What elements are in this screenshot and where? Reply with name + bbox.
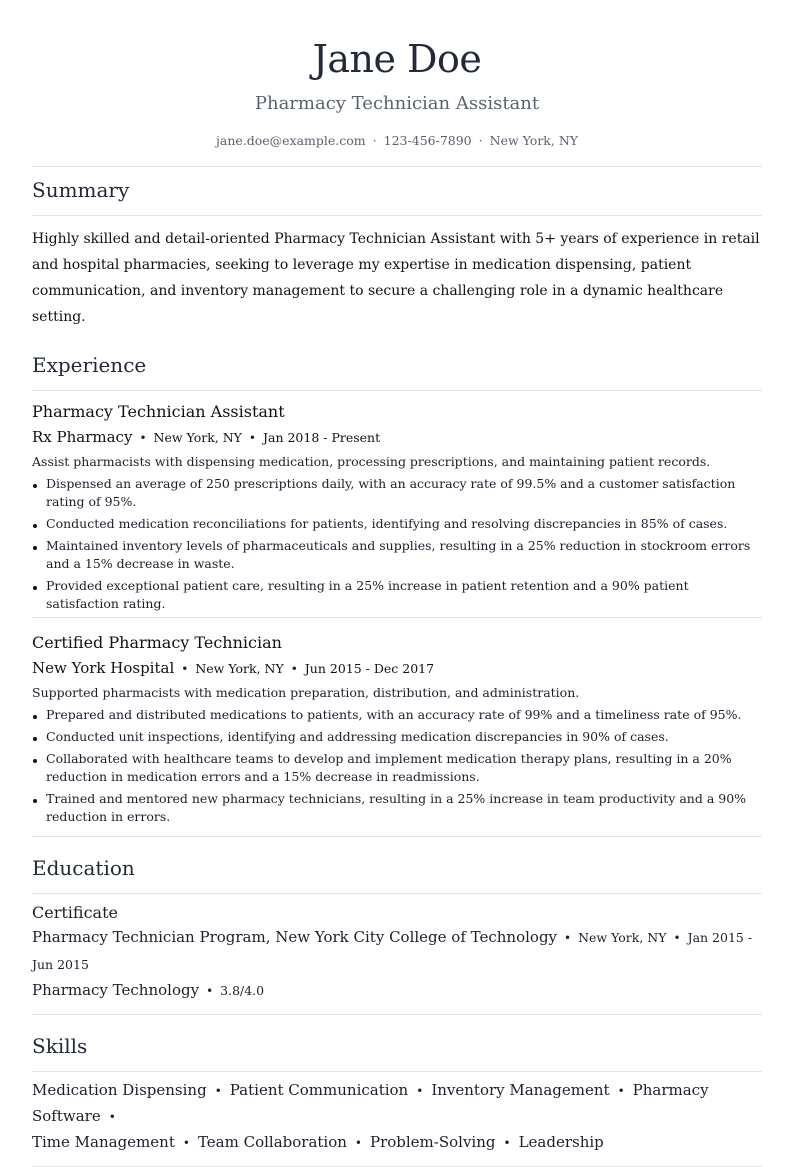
candidate-name: Jane Doe	[312, 37, 482, 81]
job-company: New York Hospital	[32, 659, 175, 677]
job-title: Pharmacy Technician Assistant	[32, 402, 285, 421]
job-company: Rx Pharmacy	[32, 428, 133, 446]
skill-item: Medication Dispensing	[32, 1081, 207, 1099]
item-divider	[32, 1014, 762, 1015]
experience-section	[32, 352, 762, 837]
job-dates: Jan 2018 - Present	[262, 430, 381, 445]
skill-item: Pharmacy Software	[32, 1081, 709, 1125]
skill-separator: •	[182, 1136, 190, 1150]
education-gpa: 3.8/4.0	[220, 983, 265, 998]
skills-list	[32, 1078, 762, 1156]
resume-header	[32, 0, 762, 150]
job-location: New York, NY	[195, 661, 284, 676]
skill-separator: •	[503, 1136, 511, 1150]
achievement-item: Maintained inventory levels of pharmaceuticals and supplies, resulting in a 25% reduction in stockroom errors and a 15% decrease in waste.	[32, 537, 762, 573]
section-heading-summary: Summary	[32, 178, 130, 202]
education-dates: Jan 2015 - Jun 2015	[32, 930, 753, 972]
job-dates: Jun 2015 - Dec 2017	[304, 661, 435, 676]
education-section	[32, 855, 762, 1015]
skill-item: Time Management	[32, 1133, 175, 1151]
contact-line	[32, 132, 762, 150]
job-location: New York, NY	[153, 430, 242, 445]
achievement-item: Conducted unit inspections, identifying and addressing medication discrepancies in 90% of cases.	[32, 728, 762, 746]
meta-separator: •	[673, 931, 681, 945]
achievement-item: Trained and mentored new pharmacy technicians, resulting in a 25% increase in team productivity and a 90% reduction in errors.	[32, 790, 762, 826]
meta-separator: •	[248, 431, 256, 445]
contact-email[interactable]: jane.doe@example.com	[215, 133, 366, 148]
job-description: Supported pharmacists with medication preparation, distribution, and administration.	[32, 685, 580, 700]
contact-separator: ·	[372, 133, 377, 148]
meta-separator: •	[181, 662, 189, 676]
contact-separator: ·	[478, 133, 483, 148]
job-meta	[32, 656, 762, 681]
job-achievements	[32, 475, 762, 613]
header-divider	[32, 166, 762, 167]
education-degree: Certificate	[32, 903, 118, 922]
section-divider	[32, 1071, 762, 1072]
skill-item: Leadership	[518, 1133, 604, 1151]
experience-item	[32, 401, 762, 613]
section-heading-experience: Experience	[32, 353, 147, 377]
meta-separator: •	[290, 662, 298, 676]
job-title: Certified Pharmacy Technician	[32, 633, 282, 652]
job-achievements	[32, 706, 762, 826]
achievement-item: Dispensed an average of 250 prescriptions daily, with an accuracy rate of 99.5% and a customer satisfaction rating of 95%.	[32, 475, 762, 511]
achievement-item: Collaborated with healthcare teams to develop and implement medication therapy plans, resulting in a 20% reduction in medication errors and a 15% decrease in readmissions.	[32, 750, 762, 786]
education-program-line	[32, 924, 762, 977]
education-field: Pharmacy Technology	[32, 981, 200, 999]
skill-separator: •	[214, 1084, 222, 1098]
item-divider	[32, 836, 762, 837]
job-meta	[32, 425, 762, 450]
education-location: New York, NY	[578, 930, 667, 945]
candidate-title: Pharmacy Technician Assistant	[254, 93, 540, 114]
education-program: Pharmacy Technician Program, New York City College of Technology	[32, 928, 558, 946]
summary-section	[32, 177, 762, 330]
skill-item: Patient Communication	[229, 1081, 409, 1099]
skill-item: Inventory Management	[431, 1081, 610, 1099]
skill-item: Team Collaboration	[197, 1133, 347, 1151]
meta-separator: •	[206, 984, 214, 998]
achievement-item: Prepared and distributed medications to patients, with an accuracy rate of 99% and a timeliness rate of 95%.	[32, 706, 762, 724]
skills-section	[32, 1033, 762, 1167]
section-divider	[32, 215, 762, 216]
skill-separator: •	[617, 1084, 625, 1098]
experience-item	[32, 632, 762, 826]
contact-phone[interactable]: 123-456-7890	[383, 133, 472, 148]
meta-separator: •	[139, 431, 147, 445]
achievement-item: Conducted medication reconciliations for patients, identifying and resolving discrepancies in 85% of cases.	[32, 515, 762, 533]
section-heading-skills: Skills	[32, 1034, 88, 1058]
skill-separator: •	[354, 1136, 362, 1150]
section-heading-education: Education	[32, 856, 135, 880]
section-divider	[32, 893, 762, 894]
education-field-line	[32, 977, 762, 1004]
skill-separator: •	[416, 1084, 424, 1098]
item-divider	[32, 617, 762, 618]
job-description: Assist pharmacists with dispensing medication, processing prescriptions, and maintaining patient records.	[32, 454, 711, 469]
meta-separator: •	[564, 931, 572, 945]
summary-text: Highly skilled and detail-oriented Pharmacy Technician Assistant with 5+ years of experience in retail and hospital pharmacies, seeking to leverage my expertise in medication dispensing, patient communication, and inventory management to secure a challenging role in a dynamic healthcare setting.	[32, 231, 760, 325]
skill-item: Problem-Solving	[369, 1133, 496, 1151]
contact-location: New York, NY	[489, 133, 579, 148]
achievement-item: Provided exceptional patient care, resulting in a 25% increase in patient retention and a 90% patient satisfaction rating.	[32, 577, 762, 613]
skill-separator: •	[108, 1110, 116, 1124]
section-divider	[32, 390, 762, 391]
